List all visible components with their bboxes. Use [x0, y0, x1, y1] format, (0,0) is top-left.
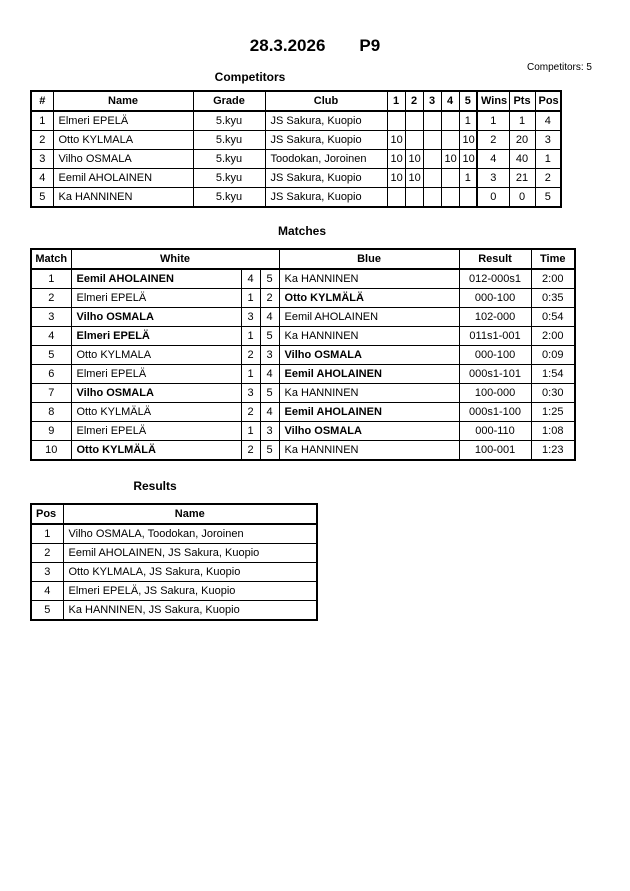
competitors-count: Competitors: 5 [526, 62, 592, 73]
blue-number: 3 [260, 346, 279, 365]
competitor-pts: 21 [509, 169, 535, 188]
page-title [0, 0, 630, 56]
col-header-3: 3 [423, 91, 441, 111]
score-vs-1 [387, 111, 405, 131]
white-number: 4 [241, 269, 260, 289]
blue-number: 4 [260, 308, 279, 327]
competitor-wins: 2 [477, 131, 509, 150]
result-pos: 2 [31, 544, 63, 563]
result-name: Eemil AHOLAINEN, JS Sakura, Kuopio [63, 544, 317, 563]
score-vs-2: 10 [405, 169, 423, 188]
results-heading: Results [133, 479, 177, 493]
blue-competitor: Eemil AHOLAINEN [279, 365, 459, 384]
matches-header-row [31, 249, 575, 269]
match-result: 000-100 [459, 346, 531, 365]
col-header-result: Result [459, 249, 531, 269]
blue-competitor: Vilho OSMALA [279, 422, 459, 441]
result-name: Ka HANNINEN, JS Sakura, Kuopio [63, 601, 317, 621]
blue-competitor: Ka HANNINEN [279, 384, 459, 403]
col-header-club: Club [265, 91, 387, 111]
score-vs-4: 10 [441, 150, 459, 169]
blue-number: 3 [260, 422, 279, 441]
match-time: 0:54 [531, 308, 575, 327]
white-competitor: Otto KYLMÄLÄ [71, 441, 241, 461]
blue-competitor: Ka HANNINEN [279, 441, 459, 461]
competitor-name: Elmeri EPELÄ [53, 111, 193, 131]
white-number: 3 [241, 308, 260, 327]
competitor-name: Vilho OSMALA [53, 150, 193, 169]
result-pos: 4 [31, 582, 63, 601]
match-time: 0:30 [531, 384, 575, 403]
score-vs-4 [441, 111, 459, 131]
white-number: 3 [241, 384, 260, 403]
blue-number: 4 [260, 365, 279, 384]
col-header-wins: Wins [477, 91, 509, 111]
white-competitor: Otto KYLMALA [71, 346, 241, 365]
match-row [31, 289, 575, 308]
score-vs-3 [423, 131, 441, 150]
score-vs-1: 10 [387, 131, 405, 150]
blue-competitor: Vilho OSMALA [279, 346, 459, 365]
title-date: 28.3.2026 [249, 36, 326, 55]
competitor-no: 1 [31, 111, 53, 131]
white-number: 2 [241, 441, 260, 461]
white-competitor: Otto KYLMÄLÄ [71, 403, 241, 422]
competitor-club: JS Sakura, Kuopio [265, 188, 387, 208]
match-result: 000-110 [459, 422, 531, 441]
blue-number: 5 [260, 384, 279, 403]
competitor-row [31, 169, 561, 188]
match-no: 9 [31, 422, 71, 441]
col-header-white: White [71, 249, 279, 269]
score-vs-5 [459, 188, 477, 208]
match-time: 1:54 [531, 365, 575, 384]
white-competitor: Vilho OSMALA [71, 384, 241, 403]
match-row [31, 365, 575, 384]
blue-number: 5 [260, 269, 279, 289]
competitor-wins: 3 [477, 169, 509, 188]
score-vs-2 [405, 188, 423, 208]
match-row [31, 384, 575, 403]
blue-competitor: Otto KYLMÄLÄ [279, 289, 459, 308]
match-result: 000s1-101 [459, 365, 531, 384]
result-pos: 3 [31, 563, 63, 582]
col-header-no: # [31, 91, 53, 111]
competitor-club: Toodokan, Joroinen [265, 150, 387, 169]
competitor-pts: 20 [509, 131, 535, 150]
competitor-club: JS Sakura, Kuopio [265, 169, 387, 188]
blue-competitor: Ka HANNINEN [279, 269, 459, 289]
white-competitor: Eemil AHOLAINEN [71, 269, 241, 289]
match-result: 100-000 [459, 384, 531, 403]
competitor-pos: 4 [535, 111, 561, 131]
match-time: 0:35 [531, 289, 575, 308]
score-vs-5: 1 [459, 169, 477, 188]
blue-number: 5 [260, 327, 279, 346]
col-header-grade: Grade [193, 91, 265, 111]
white-competitor: Elmeri EPELÄ [71, 365, 241, 384]
match-time: 0:09 [531, 346, 575, 365]
blue-number: 4 [260, 403, 279, 422]
result-name: Otto KYLMALA, JS Sakura, Kuopio [63, 563, 317, 582]
match-no: 10 [31, 441, 71, 461]
match-row [31, 327, 575, 346]
result-row [31, 582, 317, 601]
competitor-wins: 4 [477, 150, 509, 169]
score-vs-2: 10 [405, 150, 423, 169]
competitor-wins: 1 [477, 111, 509, 131]
competitor-grade: 5.kyu [193, 131, 265, 150]
competitor-row [31, 150, 561, 169]
competitor-no: 5 [31, 188, 53, 208]
match-row [31, 441, 575, 461]
result-row [31, 563, 317, 582]
results-header-row [31, 504, 317, 524]
match-result: 102-000 [459, 308, 531, 327]
blue-competitor: Ka HANNINEN [279, 327, 459, 346]
match-result: 012-000s1 [459, 269, 531, 289]
white-number: 1 [241, 422, 260, 441]
result-pos: 1 [31, 524, 63, 544]
competitor-no: 3 [31, 150, 53, 169]
col-header-name: Name [53, 91, 193, 111]
white-competitor: Vilho OSMALA [71, 308, 241, 327]
col-header-time: Time [531, 249, 575, 269]
col-header-name: Name [63, 504, 317, 524]
score-vs-3 [423, 188, 441, 208]
result-name: Elmeri EPELÄ, JS Sakura, Kuopio [63, 582, 317, 601]
competitor-name: Otto KYLMALA [53, 131, 193, 150]
white-number: 1 [241, 365, 260, 384]
col-header-pts: Pts [509, 91, 535, 111]
match-no: 7 [31, 384, 71, 403]
match-no: 4 [31, 327, 71, 346]
competitor-club: JS Sakura, Kuopio [265, 111, 387, 131]
title-category: P9 [359, 36, 381, 55]
match-time: 2:00 [531, 327, 575, 346]
match-row [31, 346, 575, 365]
competitor-pos: 1 [535, 150, 561, 169]
competitor-wins: 0 [477, 188, 509, 208]
competitor-row [31, 111, 561, 131]
col-header-blue: Blue [279, 249, 459, 269]
competitors-heading: Competitors [214, 70, 286, 84]
match-result: 011s1-001 [459, 327, 531, 346]
competitor-pos: 3 [535, 131, 561, 150]
white-competitor: Elmeri EPELÄ [71, 289, 241, 308]
match-no: 1 [31, 269, 71, 289]
col-header-pos: Pos [31, 504, 63, 524]
white-number: 1 [241, 289, 260, 308]
competitor-row [31, 131, 561, 150]
competitor-club: JS Sakura, Kuopio [265, 131, 387, 150]
competitor-pos: 5 [535, 188, 561, 208]
competitor-pts: 0 [509, 188, 535, 208]
score-vs-5: 10 [459, 131, 477, 150]
result-row [31, 601, 317, 621]
match-time: 1:25 [531, 403, 575, 422]
col-header-match: Match [31, 249, 71, 269]
match-row [31, 403, 575, 422]
white-number: 2 [241, 403, 260, 422]
white-number: 1 [241, 327, 260, 346]
col-header-pos: Pos [535, 91, 561, 111]
match-no: 3 [31, 308, 71, 327]
match-time: 1:08 [531, 422, 575, 441]
score-vs-1 [387, 188, 405, 208]
competitor-pts: 1 [509, 111, 535, 131]
col-header-2: 2 [405, 91, 423, 111]
score-vs-3 [423, 169, 441, 188]
score-vs-1: 10 [387, 150, 405, 169]
score-vs-4 [441, 131, 459, 150]
competitor-grade: 5.kyu [193, 169, 265, 188]
results-table [30, 503, 318, 621]
score-vs-3 [423, 111, 441, 131]
match-no: 6 [31, 365, 71, 384]
score-vs-1: 10 [387, 169, 405, 188]
competitors-header-row [31, 91, 561, 111]
match-result: 000-100 [459, 289, 531, 308]
white-number: 2 [241, 346, 260, 365]
match-row [31, 269, 575, 289]
blue-competitor: Eemil AHOLAINEN [279, 308, 459, 327]
competitor-name: Eemil AHOLAINEN [53, 169, 193, 188]
matches-table [30, 248, 576, 461]
blue-number: 5 [260, 441, 279, 461]
match-row [31, 422, 575, 441]
col-header-5: 5 [459, 91, 477, 111]
white-competitor: Elmeri EPELÄ [71, 422, 241, 441]
competitor-no: 2 [31, 131, 53, 150]
match-no: 5 [31, 346, 71, 365]
competitor-grade: 5.kyu [193, 188, 265, 208]
competitor-name: Ka HANNINEN [53, 188, 193, 208]
score-vs-5: 1 [459, 111, 477, 131]
score-vs-5: 10 [459, 150, 477, 169]
match-no: 2 [31, 289, 71, 308]
result-name: Vilho OSMALA, Toodokan, Joroinen [63, 524, 317, 544]
score-vs-2 [405, 131, 423, 150]
matches-heading: Matches [277, 224, 327, 238]
match-no: 8 [31, 403, 71, 422]
result-pos: 5 [31, 601, 63, 621]
blue-number: 2 [260, 289, 279, 308]
score-vs-2 [405, 111, 423, 131]
match-result: 000s1-100 [459, 403, 531, 422]
competitor-grade: 5.kyu [193, 150, 265, 169]
match-time: 1:23 [531, 441, 575, 461]
white-competitor: Elmeri EPELÄ [71, 327, 241, 346]
competitor-row [31, 188, 561, 208]
competitor-pos: 2 [535, 169, 561, 188]
competitor-pts: 40 [509, 150, 535, 169]
col-header-4: 4 [441, 91, 459, 111]
competitors-table [30, 90, 562, 208]
competitor-no: 4 [31, 169, 53, 188]
score-vs-4 [441, 169, 459, 188]
competitor-grade: 5.kyu [193, 111, 265, 131]
result-row [31, 544, 317, 563]
match-time: 2:00 [531, 269, 575, 289]
match-row [31, 308, 575, 327]
score-vs-3 [423, 150, 441, 169]
score-vs-4 [441, 188, 459, 208]
blue-competitor: Eemil AHOLAINEN [279, 403, 459, 422]
match-result: 100-001 [459, 441, 531, 461]
result-row [31, 524, 317, 544]
col-header-1: 1 [387, 91, 405, 111]
